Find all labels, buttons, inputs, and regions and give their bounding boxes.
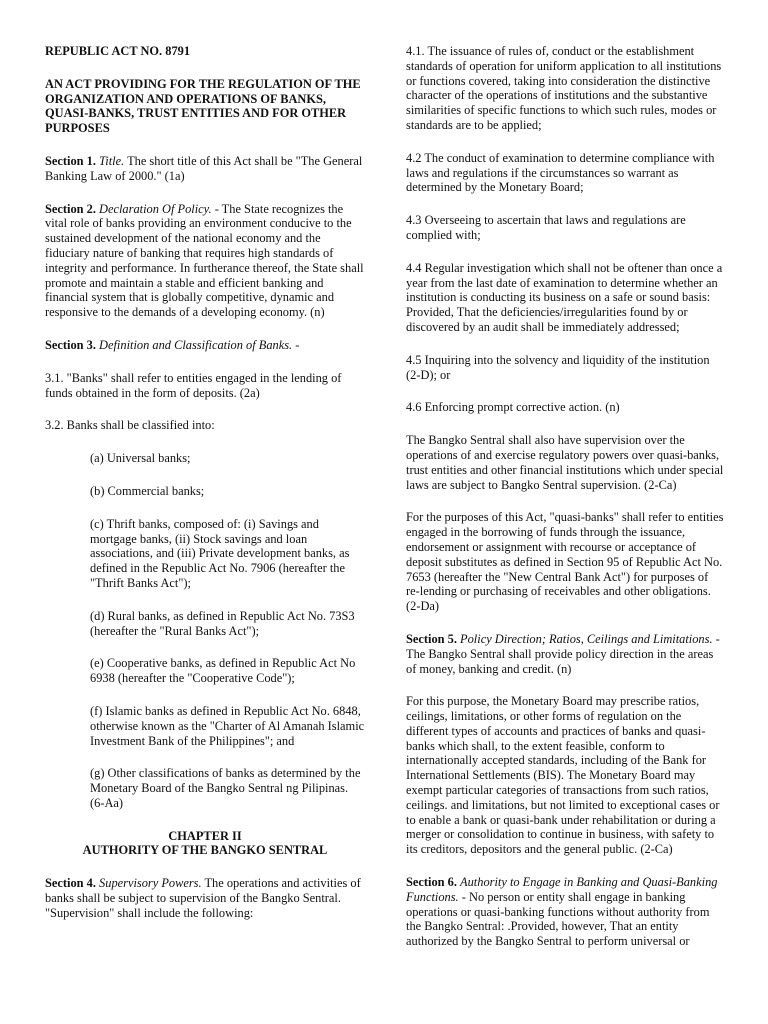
paragraph-4-1: 4.1. The issuance of rules of, conduct or the establishment standards of operation for uniform application to all institutions or functions covered, taking into consideration the distinctive character of the operations of institutions and the substantive similarities of specific functions to which such rules, modes or standards are to be applied;: [406, 44, 722, 132]
chapter-number: CHAPTER II: [168, 828, 242, 843]
section-3: [45, 338, 365, 353]
paragraph-4-2: 4.2 The conduct of examination to determine compliance with laws and regulations if the circumstances so warrant as determined by the Monetary Board;: [406, 150, 715, 195]
bank-class-f: (f) Islamic banks as defined in Republic Act No. 6848, otherwise known as the "Charter of Al Amanah Islamic Investment Bank of the Philippines"; and: [90, 703, 365, 748]
section-6-heading: Authority to Engage in Banking and Quasi-Banking Functions.: [406, 875, 718, 904]
section-5-heading: Policy Direction; Ratios, Ceilings and Limitations.: [460, 631, 713, 646]
section-1: [45, 154, 365, 184]
bank-class-b: (b) Commercial banks;: [90, 483, 205, 498]
paragraph-3-1: 3.1. "Banks" shall refer to entities engaged in the lending of funds obtained in the form of deposits. (2a): [45, 370, 342, 400]
section-4-label: Section 4.: [45, 876, 96, 891]
bank-class-g: (g) Other classifications of banks as determined by the Monetary Board of the Bangko Sentral ng Pilipinas. (6-Aa): [90, 766, 361, 810]
act-title: AN ACT PROVIDING FOR THE REGULATION OF THE ORGANIZATION AND OPERATIONS OF BANKS, QUASI-BANKS, TRUST ENTITIES AND FOR OTHER PURPOSES: [45, 76, 361, 136]
paragraph-4-5: 4.5 Inquiring into the solvency and liquidity of the institution (2-D); or: [406, 352, 710, 382]
paragraph-3-2: 3.2. Banks shall be classified into:: [45, 418, 215, 433]
bank-class-d: (d) Rural banks, as defined in Republic Act No. 73S3 (hereafter the "Rural Banks Act");: [90, 608, 355, 638]
paragraph-4-6: 4.6 Enforcing prompt corrective action. (n): [406, 400, 620, 415]
paragraph-4-4: 4.4 Regular investigation which shall not be oftener than once a year from the last date of examination to determine whether an institution is conducting its business on a safe or sound basis: Provided, That the deficiencies/irregularities found by or discovered by an audit shall be immediately addressed;: [406, 260, 723, 334]
section-5: [406, 632, 724, 676]
bank-class-c: (c) Thrift banks, composed of: (i) Savings and mortgage banks, (ii) Stock savings and loan associations, and (iii) Private development banks, as defined in the Republic Act No. 7906 (hereafter the "Thrift Banks Act");: [90, 516, 350, 590]
paragraph-monetary-board: For this purpose, the Monetary Board may prescribe ratios, ceilings, limitations, or other forms of regulation on the different types of accounts and practices of banks and quasi-banks which shall, to the extent feasible, conform to internationally accepted standards, including of the Bank for International Settlements (BIS). The Monetary Board may exempt particular categories of transactions from such ratios, ceilings. and limitations, but not limited to exceptional cases or to enable a bank or quasi-bank under rehabilitation or during a merger or consolidation to continue in business, with safety to its creditors, depositors and the general public. (2-Ca): [406, 694, 720, 857]
section-1-text: The short title of this Act shall be "The General Banking Law of 2000." (1a): [45, 153, 363, 183]
section-4: [45, 876, 365, 920]
section-4-heading: Supervisory Powers.: [99, 876, 202, 891]
right-column: [406, 44, 724, 967]
section-5-text: - The Bangko Sentral shall provide policy direction in the areas of money, banking and credit. (n): [406, 631, 720, 676]
section-3-dash: -: [292, 337, 300, 352]
chapter-title: AUTHORITY OF THE BANGKO SENTRAL: [82, 843, 328, 858]
paragraph-4-3: 4.3 Overseeing to ascertain that laws and regulations are complied with;: [406, 213, 686, 242]
section-3-heading: Definition and Classification of Banks.: [99, 337, 293, 352]
paragraph-bsp-supervision: The Bangko Sentral shall also have supervision over the operations of and exercise regulatory powers over quasi-banks, trust entities and other financial institutions which under special laws are subject to Bangko Sentral supervision. (2-Ca): [406, 433, 724, 492]
left-column: [45, 44, 365, 939]
bank-class-e: (e) Cooperative banks, as defined in Republic Act No 6938 (hereafter the "Cooperative Code");: [90, 656, 356, 686]
section-1-label: Section 1.: [45, 153, 96, 168]
section-2-label: Section 2.: [45, 201, 96, 216]
section-3-label: Section 3.: [45, 337, 96, 352]
section-6-label: Section 6.: [406, 875, 457, 890]
section-2-heading: Declaration Of Policy.: [99, 201, 212, 216]
section-4-text: The operations and activities of banks shall be subject to supervision of the Bangko Sentral. "Supervision" shall include the following:: [45, 876, 361, 920]
section-5-label: Section 5.: [406, 631, 457, 646]
chapter-heading: [45, 829, 365, 859]
act-number: REPUBLIC ACT NO. 8791: [45, 44, 191, 58]
paragraph-quasi-banks: For the purposes of this Act, "quasi-banks" shall refer to entities engaged in the borrowing of funds through the issuance, endorsement or assignment with recourse or acceptance of deposit substitutes as defined in Section 95 of Republic Act No. 7653 (hereafter the "New Central Bank Act") for purposes of re-lending or purchasing of receivables and other obligations. (2-Da): [406, 510, 724, 614]
section-2-text: - The State recognizes the vital role of banks providing an environment conducive to the sustained development of the national economy and the fiduciary nature of banking that requires high standards of integrity and performance. In furtherance thereof, the State shall promote and maintain a stable and efficient banking and financial system that is globally competitive, dynamic and responsive to the demands of a developing economy. (n): [45, 201, 364, 320]
section-1-heading: Title.: [99, 153, 125, 168]
section-2: [45, 202, 365, 320]
section-6-text: - No person or entity shall engage in banking operations or quasi-banking functions without authority from the Bangko Sentral: .Provided, however, That an entity authorized by the Bangko Sentral to perform universal or: [406, 889, 710, 949]
bank-class-a: (a) Universal banks;: [90, 451, 191, 466]
section-6: [406, 875, 724, 949]
